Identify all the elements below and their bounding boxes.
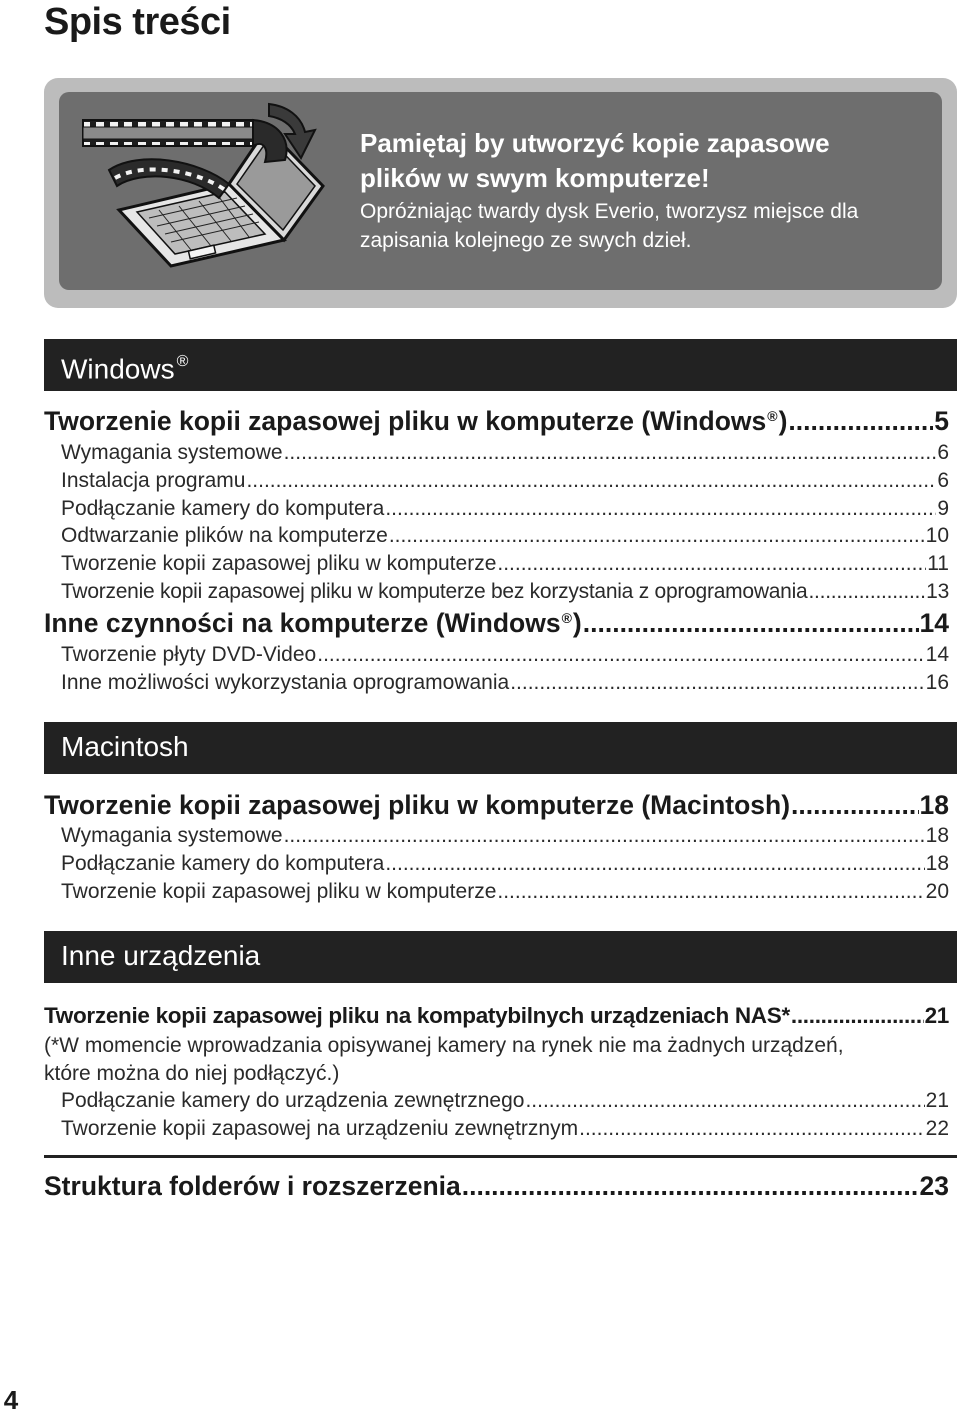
nas-note-line: które można do niej podłączyć.) [44, 1062, 340, 1085]
section-header-other-devices [44, 931, 957, 983]
toc-leader-dots [385, 495, 936, 523]
nas-note-line: (*W momencie wprowadzania opisywanej kamery na rynek nie ma żadnych urządzeń, [44, 1034, 844, 1057]
toc-entry-win-backup-pc[interactable] [61, 550, 949, 578]
toc-page-number: 16 [925, 671, 949, 694]
toc-entry-label: Tworzenie kopii zapasowej pliku na kompatybilnych urządzeniach NAS* [44, 1003, 790, 1028]
toc-page-number: 14 [925, 643, 949, 666]
toc-page-number: 18 [919, 790, 949, 820]
toc-entry-win-software[interactable] [61, 669, 949, 697]
banner-subtitle [360, 197, 940, 255]
toc-page-number: 23 [919, 1171, 949, 1201]
toc-entry-label: Inne możliwości wykorzystania oprogramowania [61, 671, 510, 694]
toc-entry-ext-connect[interactable] [61, 1087, 949, 1115]
toc-entry-win-playback[interactable] [61, 522, 949, 550]
toc-entry-label: Podłączanie kamery do komputera [61, 852, 385, 875]
toc-entry-label: Wymagania systemowe [61, 824, 283, 847]
section-divider [44, 1155, 957, 1158]
toc-leader-dots [284, 822, 925, 850]
toc-page-number: 6 [937, 441, 949, 464]
toc-page-number: 14 [919, 608, 949, 638]
toc-entry-win-other[interactable] [44, 606, 949, 644]
toc-entry-label [44, 606, 582, 644]
section-header-label: Inne urządzenia [61, 940, 261, 971]
laptop-film-strip-icon [79, 100, 339, 270]
toc-leader-dots [525, 1087, 924, 1115]
banner-subtitle-line: zapisania kolejnego ze swych dzieł. [360, 229, 692, 252]
banner-title-line: plików w swym komputerze! [360, 163, 710, 193]
toc-leader-dots [497, 878, 924, 906]
section-header-windows [44, 339, 957, 391]
banner-text [360, 126, 940, 255]
toc-page-number: 6 [937, 469, 949, 492]
toc-leader-dots [788, 404, 933, 438]
toc-leader-dots [579, 1115, 925, 1143]
page-number: 4 [3, 1385, 19, 1415]
toc-entry-label: Odtwarzanie plików na komputerze [61, 524, 388, 547]
toc-entry-label: Podłączanie kamery do komputera [61, 497, 385, 520]
toc-page-number: 9 [937, 497, 949, 520]
toc-entry-win-requirements[interactable] [61, 439, 949, 467]
toc-entry-win-dvd[interactable] [61, 641, 949, 669]
toc-page-number: 20 [925, 880, 949, 903]
registered-mark: ® [767, 408, 778, 424]
toc-entry-label: Struktura folderów i rozszerzenia [44, 1171, 461, 1201]
toc-entry-mac-requirements[interactable] [61, 822, 949, 850]
toc-leader-dots [246, 467, 936, 495]
toc-leader-dots [791, 788, 918, 822]
toc-entry-label: Tworzenie kopii zapasowej pliku w komputerze bez korzystania z oprogramowania [61, 580, 808, 603]
toc-entry-label-text: Inne czynności na komputerze (Windows [44, 608, 561, 638]
toc-entry-label-text: ) [778, 406, 788, 436]
toc-page-number: 5 [934, 406, 949, 436]
toc-entry-win-backup[interactable] [44, 404, 949, 442]
toc-leader-dots [510, 669, 924, 697]
toc-leader-dots [385, 850, 924, 878]
toc-entry-label: Tworzenie płyty DVD-Video [61, 643, 317, 666]
banner-inner-panel [59, 92, 942, 290]
toc-leader-dots [317, 641, 924, 669]
toc-entry-label: Tworzenie kopii zapasowej pliku w komputerze [61, 552, 497, 575]
page-title: Spis treści [44, 1, 231, 43]
toc-entry-label: Podłączanie kamery do urządzenia zewnętrznego [61, 1089, 525, 1112]
toc-entry-mac-backup-pc[interactable] [61, 878, 949, 906]
toc-entry-label-text: Tworzenie kopii zapasowej pliku w komputerze (Windows [44, 406, 767, 436]
toc-leader-dots [389, 522, 925, 550]
section-header-macintosh [44, 722, 957, 774]
registered-mark: ® [561, 610, 572, 626]
toc-entry-label: Wymagania systemowe [61, 441, 283, 464]
toc-page-number: 13 [926, 580, 949, 603]
nas-note [44, 1032, 949, 1088]
toc-page-number: 21 [925, 1089, 949, 1112]
toc-leader-dots [497, 550, 926, 578]
toc-page-number: 18 [925, 824, 949, 847]
registered-mark: ® [176, 353, 189, 370]
toc-entry-ext-backup[interactable] [61, 1115, 949, 1143]
toc-entry-mac-connect[interactable] [61, 850, 949, 878]
toc-page-number: 11 [927, 552, 949, 575]
toc-leader-dots [808, 578, 925, 606]
banner-subtitle-line: Opróżniając twardy dysk Everio, tworzysz miejsce dla [360, 200, 859, 223]
section-header-label: Macintosh [61, 731, 189, 762]
toc-leader-dots [583, 606, 919, 640]
toc-leader-dots [791, 1001, 924, 1031]
toc-entry-label [44, 404, 787, 442]
banner-title [360, 126, 940, 196]
section-header-label: Windows [61, 353, 175, 385]
toc-entry-mac-backup[interactable] [44, 788, 949, 822]
toc-leader-dots [462, 1169, 919, 1203]
backup-reminder-banner [44, 78, 957, 308]
toc-page-number: 21 [924, 1003, 949, 1028]
toc-entry-win-connect[interactable] [61, 495, 949, 523]
toc-entry-label-text: ) [572, 608, 582, 638]
toc-page-number: 18 [925, 852, 949, 875]
toc-entry-label: Instalacja programu [61, 469, 246, 492]
toc-entry-label: Tworzenie kopii zapasowej na urządzeniu zewnętrznym [61, 1117, 579, 1140]
toc-entry-win-backup-nosoft[interactable] [61, 578, 949, 606]
toc-leader-dots [284, 439, 937, 467]
toc-entry-label: Tworzenie kopii zapasowej pliku w komputerze (Macintosh) [44, 790, 791, 820]
banner-title-line: Pamiętaj by utworzyć kopie zapasowe [360, 128, 830, 158]
toc-entry-folders[interactable] [44, 1169, 949, 1203]
toc-page-number: 22 [925, 1117, 949, 1140]
toc-page-number: 10 [925, 524, 949, 547]
toc-entry-label: Tworzenie kopii zapasowej pliku w komputerze [61, 880, 497, 903]
toc-entry-nas-backup[interactable] [44, 1001, 949, 1031]
toc-entry-win-install[interactable] [61, 467, 949, 495]
